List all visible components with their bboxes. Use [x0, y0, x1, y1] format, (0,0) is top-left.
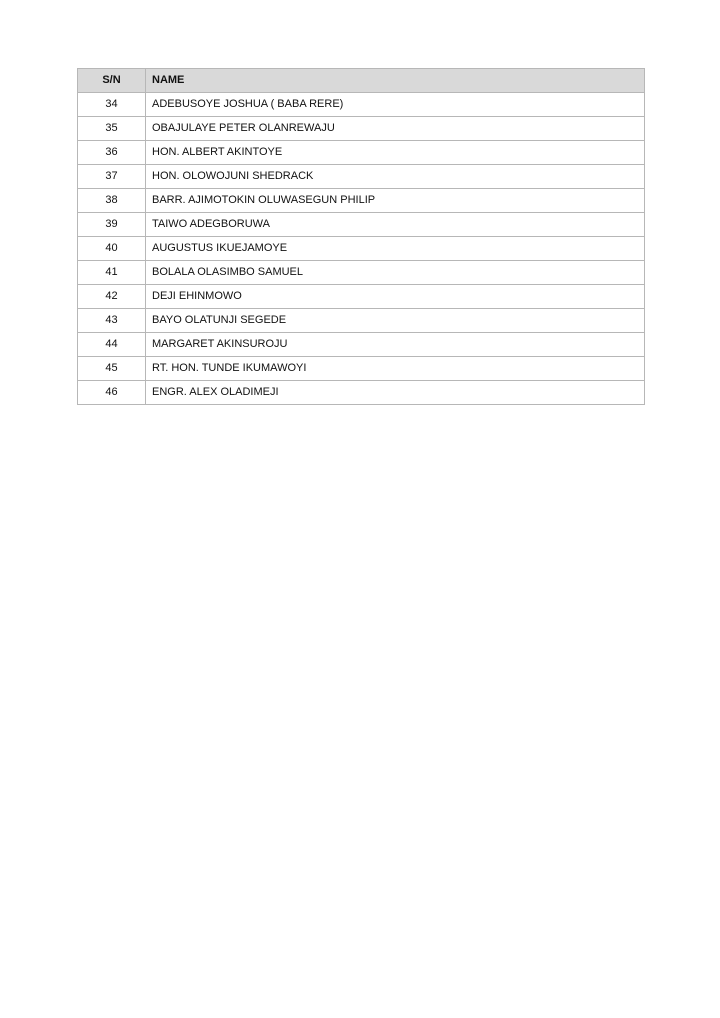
- row-name: BAYO OLATUNJI SEGEDE: [146, 309, 645, 333]
- row-name: HON. OLOWOJUNI SHEDRACK: [146, 165, 645, 189]
- row-sn: 38: [78, 189, 146, 213]
- row-name: TAIWO ADEGBORUWA: [146, 213, 645, 237]
- header-sn: S/N: [78, 69, 146, 93]
- row-sn: 46: [78, 381, 146, 405]
- table-row: [78, 141, 645, 165]
- table-row: [78, 333, 645, 357]
- table-row: [78, 285, 645, 309]
- header-name: NAME: [146, 69, 645, 93]
- header-row: [78, 69, 645, 93]
- table-row: [78, 189, 645, 213]
- row-sn: 37: [78, 165, 146, 189]
- table-row: [78, 261, 645, 285]
- names-table: [77, 68, 645, 405]
- table-header: [78, 69, 645, 93]
- row-name: MARGARET AKINSUROJU: [146, 333, 645, 357]
- row-sn: 44: [78, 333, 146, 357]
- table-row: [78, 93, 645, 117]
- table-row: [78, 117, 645, 141]
- row-sn: 34: [78, 93, 146, 117]
- row-name: AUGUSTUS IKUEJAMOYE: [146, 237, 645, 261]
- row-sn: 39: [78, 213, 146, 237]
- table-row: [78, 165, 645, 189]
- row-name: HON. ALBERT AKINTOYE: [146, 141, 645, 165]
- table-row: [78, 213, 645, 237]
- table-row: [78, 381, 645, 405]
- row-name: OBAJULAYE PETER OLANREWAJU: [146, 117, 645, 141]
- row-sn: 45: [78, 357, 146, 381]
- row-name: DEJI EHINMOWO: [146, 285, 645, 309]
- table-row: [78, 237, 645, 261]
- row-name: BARR. AJIMOTOKIN OLUWASEGUN PHILIP: [146, 189, 645, 213]
- row-name: BOLALA OLASIMBO SAMUEL: [146, 261, 645, 285]
- table-row: [78, 357, 645, 381]
- row-sn: 36: [78, 141, 146, 165]
- table-body: [78, 93, 645, 405]
- row-sn: 43: [78, 309, 146, 333]
- row-name: ENGR. ALEX OLADIMEJI: [146, 381, 645, 405]
- row-sn: 42: [78, 285, 146, 309]
- row-name: RT. HON. TUNDE IKUMAWOYI: [146, 357, 645, 381]
- row-name: ADEBUSOYE JOSHUA ( BABA RERE): [146, 93, 645, 117]
- row-sn: 35: [78, 117, 146, 141]
- table-row: [78, 309, 645, 333]
- row-sn: 40: [78, 237, 146, 261]
- row-sn: 41: [78, 261, 146, 285]
